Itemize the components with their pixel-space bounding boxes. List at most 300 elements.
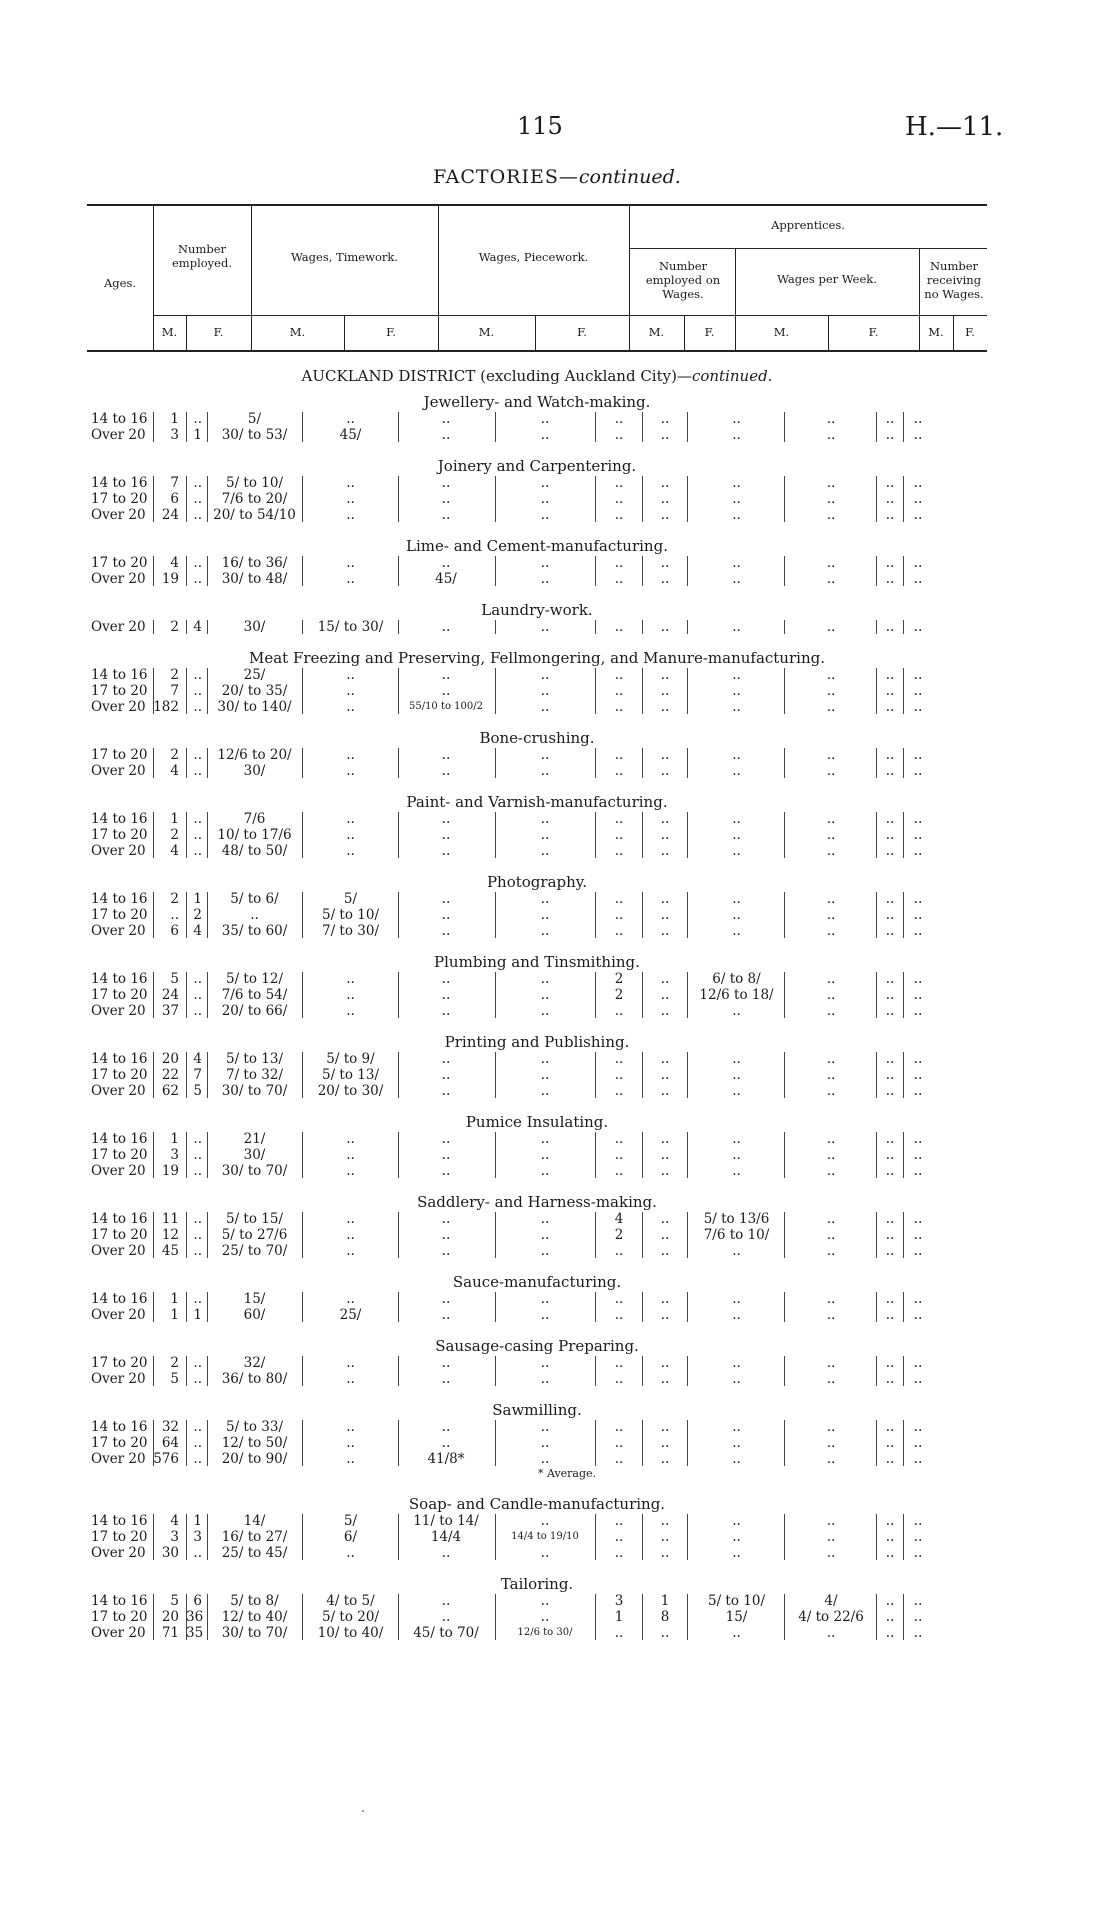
- column-rule: [495, 892, 496, 938]
- header-apprentices: Apprentices.: [771, 218, 845, 232]
- cell-apprentice-wages-m: ..: [732, 1435, 741, 1451]
- cell-apprentice-wages-m: ..: [732, 811, 741, 827]
- cell-no-wages-f: ..: [913, 1291, 923, 1307]
- cell-timework-f: ..: [346, 571, 355, 587]
- column-rule: [876, 812, 877, 858]
- cell-apprentice-number-f: ..: [660, 763, 670, 779]
- cell-no-wages-m: ..: [885, 907, 895, 923]
- cell-age: 14 to 16: [91, 1513, 148, 1529]
- cell-piecework-m: ..: [441, 683, 451, 699]
- column-rule: [186, 1052, 187, 1098]
- cell-timework-m: 20/ to 54/10: [213, 507, 296, 523]
- cell-timework-m: 7/6 to 20/: [221, 491, 288, 507]
- column-rule: [876, 1212, 877, 1258]
- table-row: [87, 555, 987, 571]
- cell-piecework-f: ..: [540, 1211, 550, 1227]
- cell-apprentice-number-m: ..: [614, 1243, 624, 1259]
- column-rule: [595, 412, 596, 442]
- cell-apprentice-number-f: ..: [660, 827, 670, 843]
- table-row: [87, 683, 987, 699]
- cell-timework-m: 30/: [243, 1147, 266, 1163]
- column-rule: [903, 1594, 904, 1640]
- cell-no-wages-f: ..: [913, 827, 923, 843]
- section: [87, 953, 987, 1033]
- cell-no-wages-m: ..: [885, 1451, 895, 1467]
- column-rule: [495, 1052, 496, 1098]
- cell-no-wages-m: ..: [885, 507, 895, 523]
- cell-number-f: ..: [193, 763, 202, 779]
- cell-timework-f: ..: [346, 987, 355, 1003]
- cell-number-f: ..: [193, 811, 202, 827]
- cell-timework-f: ..: [346, 1291, 355, 1307]
- section-gap: [87, 635, 987, 649]
- section: [87, 649, 987, 729]
- cell-age: 17 to 20: [91, 1529, 148, 1545]
- table-row: [87, 491, 987, 507]
- column-rule: [186, 1420, 187, 1466]
- cell-apprentice-wages-m: ..: [732, 1451, 741, 1467]
- cell-age: 17 to 20: [91, 555, 148, 571]
- cell-number-f: ..: [193, 491, 202, 507]
- cell-no-wages-m: ..: [885, 1067, 895, 1083]
- cell-apprentice-wages-f: ..: [826, 1147, 836, 1163]
- cell-apprentice-wages-f: ..: [826, 1227, 836, 1243]
- column-rule: [207, 1052, 208, 1098]
- cell-piecework-f: ..: [540, 1227, 550, 1243]
- cell-piecework-f: ..: [540, 763, 550, 779]
- cell-apprentice-number-f: 1: [660, 1593, 670, 1609]
- cell-piecework-m: ..: [441, 1371, 451, 1387]
- cell-no-wages-m: ..: [885, 1609, 895, 1625]
- column-rule: [876, 1594, 877, 1640]
- column-rule: [784, 1132, 785, 1178]
- column-rule: [642, 556, 643, 586]
- column-rule: [642, 668, 643, 714]
- cell-timework-f: 5/: [343, 1513, 358, 1529]
- column-rule: [153, 668, 154, 714]
- column-rule: [595, 668, 596, 714]
- cell-apprentice-wages-f: ..: [826, 891, 836, 907]
- cell-piecework-f: ..: [540, 1593, 550, 1609]
- column-rule: [186, 1594, 187, 1640]
- section-title: Sawmilling.: [492, 1401, 582, 1419]
- section-rows: [87, 1419, 987, 1467]
- cell-apprentice-wages-f: ..: [826, 923, 836, 939]
- cell-apprentice-wages-f: ..: [826, 1291, 836, 1307]
- header-m: M.: [773, 325, 790, 339]
- cell-timework-f: ..: [346, 1211, 355, 1227]
- cell-piecework-f: ..: [540, 411, 550, 427]
- column-rule: [784, 476, 785, 522]
- cell-apprentice-wages-f: ..: [826, 747, 836, 763]
- cell-apprentice-wages-m: ..: [732, 571, 741, 587]
- cell-age: Over 20: [91, 699, 146, 715]
- cell-apprentice-number-m: ..: [614, 1451, 624, 1467]
- cell-apprentice-number-f: ..: [660, 971, 670, 987]
- section-rows: [87, 891, 987, 939]
- cell-number-m: 30: [161, 1545, 179, 1561]
- table-row: [87, 1131, 987, 1147]
- cell-no-wages-f: ..: [913, 907, 923, 923]
- column-rule: [398, 1292, 399, 1322]
- cell-no-wages-f: ..: [913, 1593, 923, 1609]
- column-rule: [495, 1594, 496, 1640]
- cell-piecework-f: ..: [540, 475, 550, 491]
- section-title: Jewellery- and Watch-making.: [423, 393, 651, 411]
- cell-age: 17 to 20: [91, 987, 148, 1003]
- column-rule: [687, 1514, 688, 1560]
- cell-number-m: 2: [170, 667, 179, 683]
- cell-apprentice-wages-m: ..: [732, 1131, 741, 1147]
- column-rule: [642, 1212, 643, 1258]
- cell-number-f: ..: [193, 411, 202, 427]
- cell-apprentice-number-f: ..: [660, 1243, 670, 1259]
- column-rule: [687, 412, 688, 442]
- cell-piecework-f: ..: [540, 811, 550, 827]
- cell-no-wages-f: ..: [913, 1083, 923, 1099]
- column-rule: [687, 748, 688, 778]
- cell-apprentice-number-f: ..: [660, 1211, 670, 1227]
- column-rule: [903, 556, 904, 586]
- cell-no-wages-f: ..: [913, 1609, 923, 1625]
- column-rule: [784, 556, 785, 586]
- cell-number-f: 36: [186, 1609, 204, 1625]
- cell-timework-m: 5/ to 15/: [226, 1211, 283, 1227]
- page-title-suffix: continued.: [578, 166, 681, 188]
- column-rule: [495, 1514, 496, 1560]
- cell-apprentice-number-m: ..: [614, 843, 624, 859]
- column-rule: [595, 1420, 596, 1466]
- column-rule: [153, 620, 154, 634]
- table-row: [87, 1067, 987, 1083]
- table-row: [87, 811, 987, 827]
- cell-timework-m: 5/ to 12/: [226, 971, 283, 987]
- cell-apprentice-wages-f: 4/ to 22/6: [798, 1609, 864, 1625]
- print-speck: [362, 1810, 364, 1812]
- cell-apprentice-number-f: ..: [660, 1355, 670, 1371]
- column-rule: [595, 1292, 596, 1322]
- cell-piecework-f: ..: [540, 1003, 550, 1019]
- section-gap: [87, 1099, 987, 1113]
- cell-apprentice-number-m: ..: [614, 507, 624, 523]
- cell-piecework-m: 14/4: [430, 1529, 462, 1545]
- cell-timework-f: ..: [346, 1003, 355, 1019]
- cell-timework-m: 30/ to 70/: [221, 1163, 288, 1179]
- cell-timework-f: 15/ to 30/: [317, 619, 384, 635]
- cell-apprentice-number-m: ..: [614, 699, 624, 715]
- cell-apprentice-number-f: ..: [660, 1625, 670, 1641]
- cell-piecework-m: ..: [441, 971, 451, 987]
- cell-no-wages-m: ..: [885, 1529, 895, 1545]
- cell-age: 17 to 20: [91, 907, 148, 923]
- cell-apprentice-wages-m: ..: [732, 667, 741, 683]
- column-rule: [153, 412, 154, 442]
- cell-timework-m: 20/ to 35/: [221, 683, 288, 699]
- section-gap: [87, 715, 987, 729]
- table-row: [87, 1435, 987, 1451]
- cell-age: 17 to 20: [91, 1227, 148, 1243]
- cell-number-f: ..: [193, 555, 202, 571]
- section-title: Joinery and Carpentering.: [437, 457, 637, 475]
- section: [87, 1401, 987, 1495]
- cell-apprentice-number-f: ..: [660, 507, 670, 523]
- cell-apprentice-number-m: ..: [614, 683, 624, 699]
- column-rule: [687, 668, 688, 714]
- cell-piecework-m: ..: [441, 1051, 451, 1067]
- table-row: [87, 1371, 987, 1387]
- cell-apprentice-number-m: ..: [614, 1513, 624, 1529]
- column-rule: [903, 812, 904, 858]
- cell-apprentice-wages-m: ..: [732, 747, 741, 763]
- cell-number-f: ..: [193, 987, 202, 1003]
- column-rule: [398, 1420, 399, 1466]
- column-rule: [186, 556, 187, 586]
- cell-piecework-f: ..: [540, 1371, 550, 1387]
- cell-no-wages-f: ..: [913, 811, 923, 827]
- cell-piecework-f: ..: [540, 1609, 550, 1625]
- section-rows: [87, 1593, 987, 1641]
- cell-apprentice-wages-m: ..: [732, 1355, 741, 1371]
- cell-number-f: 1: [193, 1307, 202, 1323]
- cell-age: Over 20: [91, 427, 146, 443]
- column-rule: [595, 748, 596, 778]
- cell-apprentice-number-m: 2: [614, 987, 624, 1003]
- cell-age: 17 to 20: [91, 1435, 148, 1451]
- cell-apprentice-wages-f: ..: [826, 1371, 836, 1387]
- cell-apprentice-wages-f: ..: [826, 1419, 836, 1435]
- column-rule: [207, 1594, 208, 1640]
- section-gap: [87, 1179, 987, 1193]
- column-rule: [687, 972, 688, 1018]
- cell-apprentice-number-m: ..: [614, 827, 624, 843]
- cell-number-f: 4: [193, 619, 202, 635]
- header-number-employed: Number employed.: [172, 242, 232, 270]
- column-rule: [784, 1212, 785, 1258]
- cell-apprentice-wages-m: ..: [732, 843, 741, 859]
- section-rows: [87, 619, 987, 635]
- column-rule: [495, 812, 496, 858]
- section-gap: [87, 779, 987, 793]
- cell-apprentice-wages-m: ..: [732, 1513, 741, 1529]
- cell-apprentice-wages-m: ..: [732, 891, 741, 907]
- column-rule: [876, 1052, 877, 1098]
- cell-apprentice-wages-m: ..: [732, 475, 741, 491]
- section-title: Soap- and Candle-manufacturing.: [408, 1495, 666, 1513]
- cell-piecework-f: ..: [540, 971, 550, 987]
- cell-number-m: 11: [161, 1211, 179, 1227]
- cell-no-wages-f: ..: [913, 427, 923, 443]
- cell-age: Over 20: [91, 923, 146, 939]
- cell-piecework-f: ..: [540, 667, 550, 683]
- table-row: [87, 427, 987, 443]
- cell-apprentice-number-f: ..: [660, 1067, 670, 1083]
- cell-timework-m: 16/ to 27/: [221, 1529, 288, 1545]
- cell-apprentice-wages-f: ..: [826, 987, 836, 1003]
- cell-number-f: 6: [193, 1593, 202, 1609]
- cell-number-m: 3: [170, 1147, 179, 1163]
- cell-apprentice-number-m: ..: [614, 747, 624, 763]
- cell-apprentice-number-f: ..: [660, 667, 670, 683]
- cell-apprentice-number-m: ..: [614, 555, 624, 571]
- cell-apprentice-number-f: ..: [660, 1147, 670, 1163]
- column-rule: [595, 1514, 596, 1560]
- table-row: [87, 1051, 987, 1067]
- cell-timework-f: ..: [346, 1371, 355, 1387]
- cell-apprentice-number-m: ..: [614, 1147, 624, 1163]
- table-row: [87, 1227, 987, 1243]
- cell-no-wages-m: ..: [885, 411, 895, 427]
- cell-apprentice-wages-m: 15/: [725, 1609, 748, 1625]
- cell-piecework-m: ..: [441, 1243, 451, 1259]
- cell-age: 14 to 16: [91, 1593, 148, 1609]
- section: [87, 729, 987, 793]
- cell-timework-f: ..: [346, 699, 355, 715]
- cell-piecework-m: ..: [441, 923, 451, 939]
- cell-apprentice-number-f: ..: [660, 683, 670, 699]
- cell-timework-f: 4/ to 5/: [326, 1593, 375, 1609]
- cell-timework-f: ..: [346, 1243, 355, 1259]
- cell-apprentice-number-f: ..: [660, 1291, 670, 1307]
- cell-apprentice-wages-f: ..: [826, 1163, 836, 1179]
- column-rule: [876, 668, 877, 714]
- district-name: AUCKLAND DISTRICT (excluding Auckland City)—: [301, 367, 692, 385]
- section-gap: [87, 587, 987, 601]
- cell-timework-f: ..: [346, 843, 355, 859]
- column-rule: [903, 412, 904, 442]
- section-rows: [87, 1355, 987, 1387]
- cell-no-wages-m: ..: [885, 747, 895, 763]
- section-gap: [87, 523, 987, 537]
- column-rule: [398, 1132, 399, 1178]
- cell-no-wages-m: ..: [885, 1513, 895, 1529]
- cell-piecework-f: ..: [540, 747, 550, 763]
- cell-apprentice-wages-f: ..: [826, 907, 836, 923]
- cell-no-wages-f: ..: [913, 747, 923, 763]
- cell-timework-f: ..: [346, 763, 355, 779]
- cell-number-m: 24: [161, 507, 179, 523]
- cell-no-wages-f: ..: [913, 1147, 923, 1163]
- column-rule: [153, 812, 154, 858]
- cell-piecework-f: ..: [540, 491, 550, 507]
- column-rule: [153, 556, 154, 586]
- column-rule: [186, 892, 187, 938]
- column-rule: [687, 812, 688, 858]
- column-rule: [207, 1420, 208, 1466]
- cell-piecework-m: ..: [441, 1435, 451, 1451]
- cell-age: Over 20: [91, 1083, 146, 1099]
- cell-no-wages-m: ..: [885, 683, 895, 699]
- cell-age: 14 to 16: [91, 891, 148, 907]
- cell-timework-m: 5/ to 13/: [226, 1051, 283, 1067]
- column-rule: [876, 892, 877, 938]
- column-rule: [687, 1594, 688, 1640]
- cell-piecework-m: ..: [441, 667, 451, 683]
- cell-piecework-f: ..: [540, 1131, 550, 1147]
- cell-apprentice-number-f: ..: [660, 491, 670, 507]
- table-row: [87, 619, 987, 635]
- cell-no-wages-f: ..: [913, 1371, 923, 1387]
- column-rule: [398, 812, 399, 858]
- cell-timework-f: ..: [346, 507, 355, 523]
- cell-apprentice-wages-m: ..: [732, 827, 741, 843]
- cell-piecework-f: ..: [540, 907, 550, 923]
- cell-no-wages-f: ..: [913, 843, 923, 859]
- column-rule: [687, 1212, 688, 1258]
- column-rule: [302, 972, 303, 1018]
- cell-apprentice-wages-f: ..: [826, 811, 836, 827]
- cell-apprentice-wages-f: ..: [826, 1451, 836, 1467]
- cell-apprentice-wages-f: ..: [826, 491, 836, 507]
- column-rule: [784, 412, 785, 442]
- cell-apprentice-wages-f: ..: [826, 1067, 836, 1083]
- cell-number-f: ..: [193, 475, 202, 491]
- cell-apprentice-number-m: ..: [614, 891, 624, 907]
- cell-age: 14 to 16: [91, 411, 148, 427]
- section: [87, 873, 987, 953]
- cell-number-m: 5: [170, 1593, 179, 1609]
- cell-apprentice-number-f: ..: [660, 1451, 670, 1467]
- column-rule: [642, 1052, 643, 1098]
- cell-piecework-m: ..: [441, 1307, 451, 1323]
- section-gap: [87, 1481, 987, 1495]
- column-rule: [207, 748, 208, 778]
- cell-number-m: 1: [170, 1291, 179, 1307]
- cell-number-m: 1: [170, 411, 179, 427]
- cell-no-wages-m: ..: [885, 827, 895, 843]
- cell-no-wages-m: ..: [885, 571, 895, 587]
- cell-number-m: 6: [170, 491, 179, 507]
- cell-no-wages-f: ..: [913, 1307, 923, 1323]
- column-rule: [186, 1292, 187, 1322]
- table-row: [87, 1211, 987, 1227]
- column-rule: [784, 1292, 785, 1322]
- column-rule: [784, 668, 785, 714]
- cell-no-wages-m: ..: [885, 1243, 895, 1259]
- header-f: F.: [868, 325, 879, 339]
- table-row: [87, 827, 987, 843]
- cell-number-m: 4: [170, 843, 179, 859]
- column-rule: [302, 556, 303, 586]
- column-rule: [595, 1052, 596, 1098]
- column-rule: [876, 1514, 877, 1560]
- page-title: [0, 166, 1114, 188]
- section: [87, 1575, 987, 1655]
- cell-timework-f: ..: [346, 683, 355, 699]
- cell-piecework-f: 12/6 to 30/: [517, 1627, 573, 1638]
- cell-timework-f: ..: [346, 1435, 355, 1451]
- column-rule: [398, 556, 399, 586]
- cell-number-m: 1: [170, 811, 179, 827]
- cell-age: 17 to 20: [91, 827, 148, 843]
- cell-no-wages-f: ..: [913, 1051, 923, 1067]
- cell-no-wages-f: ..: [913, 699, 923, 715]
- cell-no-wages-m: ..: [885, 1419, 895, 1435]
- cell-no-wages-f: ..: [913, 763, 923, 779]
- cell-piecework-m: ..: [441, 1419, 451, 1435]
- cell-apprentice-number-f: ..: [660, 427, 670, 443]
- cell-piecework-m: ..: [441, 1593, 451, 1609]
- cell-number-m: 22: [161, 1067, 179, 1083]
- cell-number-f: 3: [193, 1529, 202, 1545]
- cell-number-f: 1: [193, 427, 202, 443]
- cell-age: Over 20: [91, 763, 146, 779]
- column-rule: [302, 1594, 303, 1640]
- cell-no-wages-f: ..: [913, 507, 923, 523]
- cell-number-m: 1: [170, 1307, 179, 1323]
- section-rows: [87, 971, 987, 1019]
- cell-apprentice-number-m: ..: [614, 411, 624, 427]
- cell-apprentice-number-f: ..: [660, 475, 670, 491]
